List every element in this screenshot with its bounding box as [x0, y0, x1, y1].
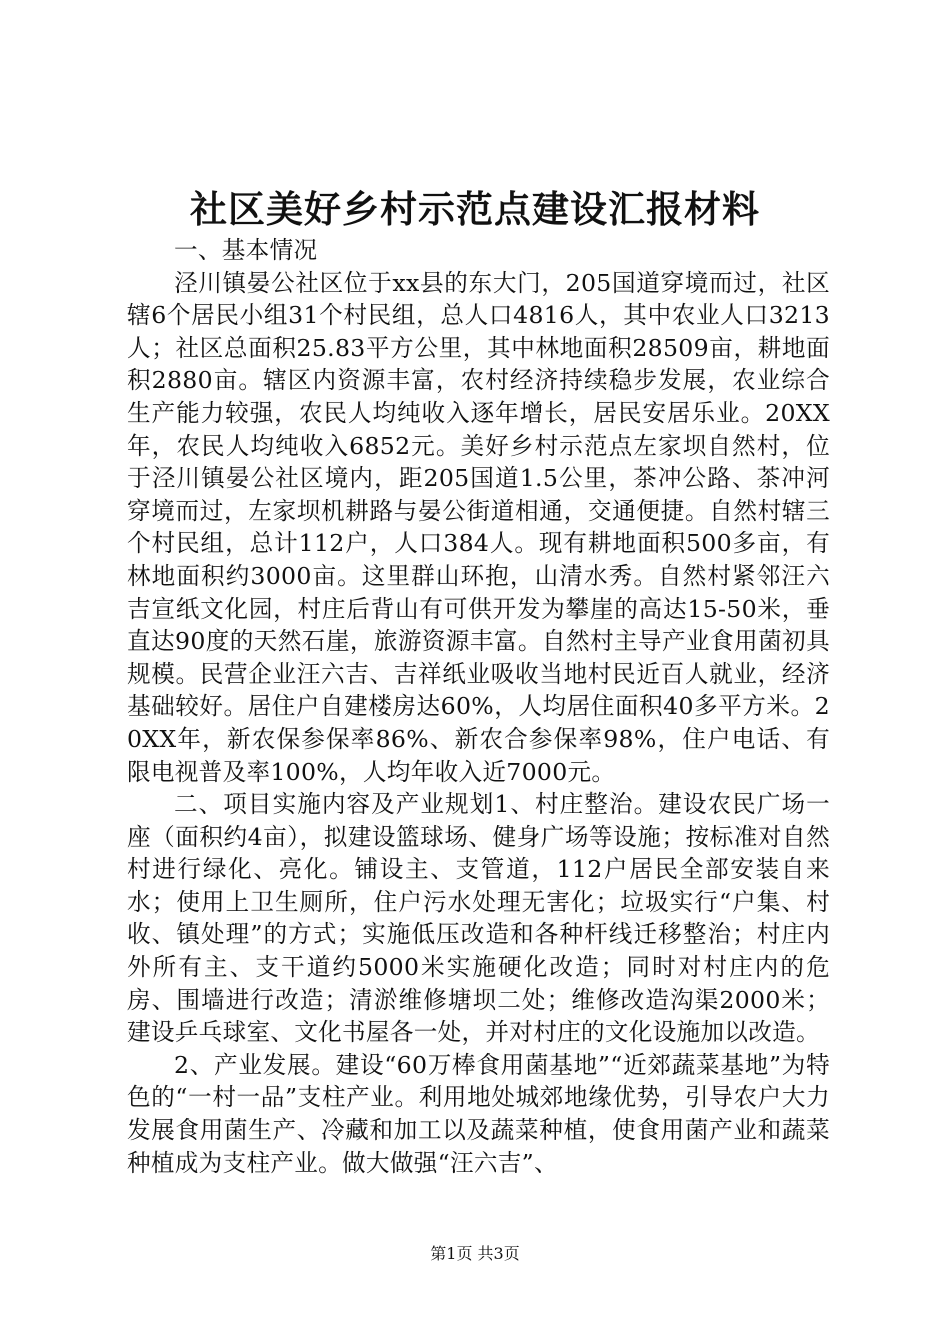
section-heading-basic-info: 一、基本情况	[174, 236, 318, 264]
document-title: 社区美好乡村示范点建设汇报材料	[190, 187, 760, 231]
paragraph-basic-info: 泾川镇晏公社区位于xx县的东大门，205国道穿境而过，社区辖6个居民小组31个村民组，总人口4816人，其中农业人口3213人；社区总面积25.83平方公里，其中林地面积28509亩，耕地面积2880亩。辖区内资源丰富，农村经济持续稳步发展，农业综合生产能力较强，农民人均纯收入逐年增长，居民安居乐业。20XX年，农民人均纯收入6852元。美好乡村示范点左家坝自然村，位于泾川镇晏公社区境内，距205国道1.5公里，茶冲公路、茶冲河穿境而过，左家坝机耕路与晏公街道相通，交通便捷。自然村辖三个村民组，总计112户，人口384人。现有耕地面积500多亩，有林地面积约3000亩。这里群山环抱，山清水秀。自然村紧邻汪六吉宣纸文化园，村庄后背山有可供开发为攀崖的高达15-50米，垂直达90度的天然石崖，旅游资源丰富。自然村主导产业食用菌初具规模。民营企业汪六吉、吉祥纸业吸收当地村民近百人就业，经济基础较好。居住户自建楼房达60%，人均居住面积40多平方米。20XX年，新农保参保率86%、新农合参保率98%，住户电话、有限电视普及率100%，人均年收入近7000元。	[127, 268, 830, 786]
paragraph-project-content: 二、项目实施内容及产业规划1、村庄整治。建设农民广场一座（面积约4亩），拟建设篮球场、健身广场等设施；按标准对自然村进行绿化、亮化。铺设主、支管道，112户居民全部安装自来水；使用上卫生厕所，住户污水处理无害化；垃圾实行“户集、村收、镇处理”的方式；实施低压改造和各种杆线迁移整治；村庄内外所有主、支干道约5000米实施硬化改造；同时对村庄内的危房、围墙进行改造；清淤维修塘坝二处；维修改造沟渠2000米；建设乒乓球室、文化书屋各一处，并对村庄的文化设施加以改造。	[127, 790, 830, 1047]
document-body	[127, 234, 830, 1179]
page-number-footer: 第1页 共3页	[430, 1244, 520, 1263]
paragraph-industry-development: 2、产业发展。建设“60万棒食用菌基地”“近郊蔬菜基地”为特色的“一村一品”支柱产业。利用地处城郊地缘优势，引导农户大力发展食用菌生产、冷藏和加工以及蔬菜种植，使食用菌产业和蔬菜种植成为支柱产业。做大做强“汪六吉”、	[127, 1050, 830, 1177]
